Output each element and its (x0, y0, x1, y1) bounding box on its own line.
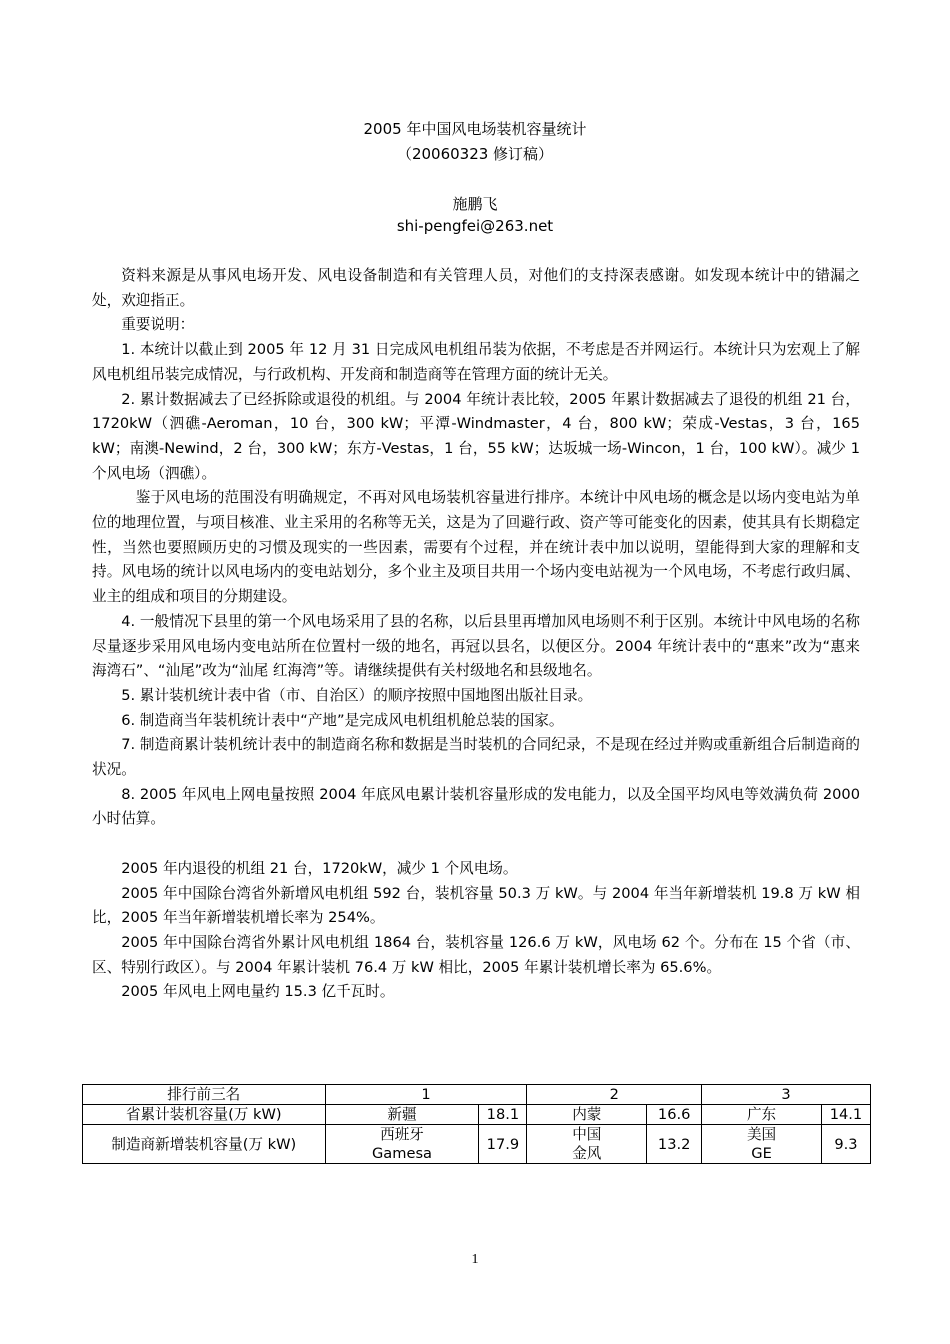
province-name: 内蒙 (527, 1105, 647, 1125)
manufacturer-country: 西班牙 (380, 1126, 424, 1143)
document-title: 2005 年中国风电场装机容量统计 (363, 120, 587, 138)
manufacturer-country: 中国 (572, 1126, 602, 1143)
paragraph-note-2: 2. 累计数据减去了已经拆除或退役的机组。与 2004 年统计表比较，2005 年累计数据减去了退役的机组 21 台，1720kW（泗礁-Aeroman，10 台，300 kW；平潭-Windmaster，4 台，800 kW；荣成-Vestas，3 台，165 kW；南澳-Newind，2 台，300 kW；东方-Vestas，1 台，55 kW；达坂城一场-Wincon，1 台，100 kW）。减少 1 个风电场（泗礁）。 (92, 390, 860, 482)
body-text (92, 264, 860, 1005)
author-email: shi-pengfei@263.net (396, 217, 554, 235)
paragraph-notes-heading: 重要说明： (121, 316, 195, 334)
paragraph-acknowledgement: 资料来源是从事风电场开发、风电设备制造和有关管理人员，对他们的支持深表感谢。如发现本统计中的错漏之处，欢迎指正。 (92, 267, 860, 309)
paragraph-summary-retired: 2005 年内退役的机组 21 台，1720kW，减少 1 个风电场。 (121, 859, 518, 877)
paragraph-summary-new: 2005 年中国除台湾省外新增风电机组 592 台，装机容量 50.3 万 kW。与 2004 年当年新增装机 19.8 万 kW 相比，2005 年当年新增装机增长率为 254%。 (92, 884, 860, 927)
row-label: 省累计装机容量(万 kW) (83, 1105, 326, 1125)
manufacturer-value: 13.2 (647, 1125, 702, 1164)
table-row-manufacturer (83, 1125, 871, 1164)
rank-3-header: 3 (702, 1085, 871, 1105)
paragraph-note-3: 鉴于风电场的范围没有明确规定，不再对风电场装机容量进行排序。本统计中风电场的概念是以场内变电站为单位的地理位置，与项目核准、业主采用的名称等无关，这是为了回避行政、资产等可能变化的因素，使其具有长期稳定性，当然也要照顾历史的习惯及现实的一些因素，需要有个过程，并在统计表中加以说明，望能得到大家的理解和支持。风电场的统计以风电场内的变电站划分，多个业主及项目共用一个场内变电站视为一个风电场，不考虑行政归属、业主的组成和项目的分期建设。 (92, 489, 860, 606)
province-name: 新疆 (325, 1105, 479, 1125)
manufacturer-brand: Gamesa (372, 1145, 432, 1162)
table-header-label: 排行前三名 (83, 1085, 326, 1105)
table-row-province (83, 1105, 871, 1125)
province-value: 14.1 (821, 1105, 870, 1125)
manufacturer-name (527, 1125, 647, 1164)
paragraph-note-5: 5. 累计装机统计表中省（市、自治区）的顺序按照中国地图出版社目录。 (121, 686, 593, 704)
manufacturer-name (325, 1125, 479, 1164)
paragraph-summary-generation: 2005 年风电上网电量约 15.3 亿千瓦时。 (121, 983, 395, 1001)
manufacturer-country: 美国 (746, 1126, 777, 1143)
author-name: 施鹏飞 (452, 195, 498, 213)
row-label: 制造商新增装机容量(万 kW) (83, 1125, 326, 1164)
province-name: 广东 (702, 1105, 822, 1125)
manufacturer-value: 9.3 (821, 1125, 870, 1164)
table-header-row (83, 1085, 871, 1105)
top-three-table (82, 1084, 871, 1164)
manufacturer-value: 17.9 (479, 1125, 527, 1164)
document-subtitle: （20060323 修订稿） (396, 145, 554, 163)
page-number: 1 (471, 1252, 479, 1267)
paragraph-note-7: 7. 制造商累计装机统计表中的制造商名称和数据是当时装机的合同纪录，不是现在经过并购或重新组合后制造商的状况。 (92, 736, 860, 779)
paragraph-note-6: 6. 制造商当年装机统计表中“产地”是完成风电机组机舱总装的国家。 (121, 711, 564, 729)
manufacturer-name (702, 1125, 822, 1164)
manufacturer-brand: GE (751, 1145, 772, 1162)
paragraph-summary-cumulative: 2005 年中国除台湾省外累计风电机组 1864 台，装机容量 126.6 万 kW，风电场 62 个。分布在 15 个省（市、区、特别行政区）。与 2004 年累计装机 76.4 万 kW 相比，2005 年累计装机增长率为 65.6%。 (92, 933, 860, 976)
rank-1-header: 1 (325, 1085, 527, 1105)
paragraph-note-1: 1. 本统计以截止到 2005 年 12 月 31 日完成风电机组吊装为依据，不考虑是否并网运行。本统计只为宏观上了解风电机组吊装完成情况，与行政机构、开发商和制造商等在管理方面的统计无关。 (92, 341, 860, 383)
manufacturer-brand: 金风 (572, 1145, 602, 1162)
paragraph-note-4: 4. 一般情况下县里的第一个风电场采用了县的名称，以后县里再增加风电场则不利于区别。本统计中风电场的名称尽量逐步采用风电场内变电站所在位置村一级的地名，再冠以县名，以便区分。2004 年统计表中的“惠来”改为“惠来 海湾石”、“汕尾”改为“汕尾 红海湾”等。请继续提供有关村级地名和县级地名。 (92, 612, 860, 680)
province-value: 18.1 (479, 1105, 527, 1125)
rank-2-header: 2 (527, 1085, 702, 1105)
province-value: 16.6 (647, 1105, 702, 1125)
paragraph-note-8: 8. 2005 年风电上网电量按照 2004 年底风电累计装机容量形成的发电能力，以及全国平均风电等效满负荷 2000 小时估算。 (92, 785, 860, 828)
